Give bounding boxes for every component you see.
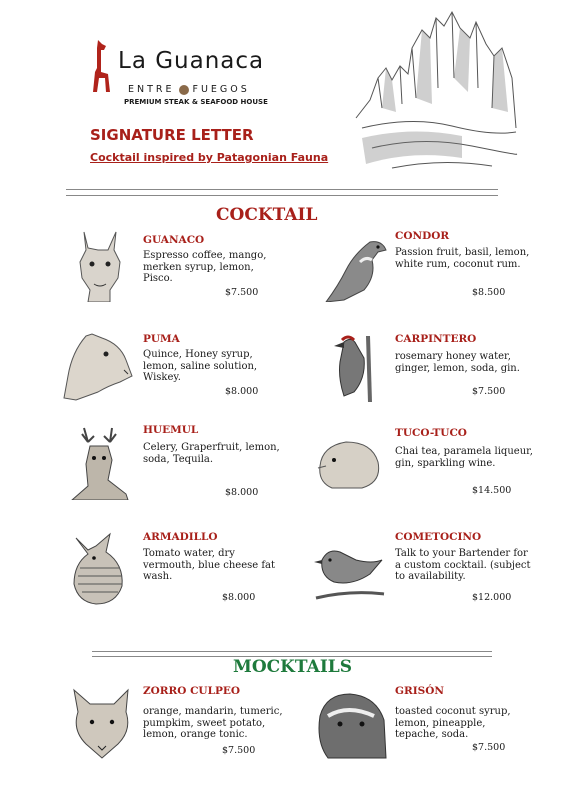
item-price-huemul: $8.000 xyxy=(225,487,259,498)
item-price-condor: $8.500 xyxy=(472,287,506,298)
item-name-zorro-culpeo: ZORRO CULPEO xyxy=(143,685,241,697)
armadillo-icon xyxy=(66,528,134,610)
item-desc-huemul: Celery, Graperfruit, lemon, soda, Tequila. xyxy=(143,442,280,465)
item-price-zorro-culpeo: $7.500 xyxy=(222,745,256,756)
item-name-huemul: HUEMUL xyxy=(143,424,199,436)
brand-sub-right: FUEGOS xyxy=(192,84,250,95)
item-price-puma: $8.000 xyxy=(225,386,259,397)
ember-icon xyxy=(179,85,189,95)
item-name-cometocino: COMETOCINO xyxy=(395,531,482,543)
item-name-carpintero: CARPINTERO xyxy=(395,333,477,345)
brand-tagline: PREMIUM STEAK & SEAFOOD HOUSE xyxy=(124,98,268,106)
mountain-sketch-icon xyxy=(352,8,520,190)
brand-sub-left: ENTRE xyxy=(128,84,175,95)
item-price-tuco-tuco: $14.500 xyxy=(472,485,512,496)
signature-title: SIGNATURE LETTER xyxy=(90,126,254,144)
guanaco-icon xyxy=(70,228,132,306)
fox-icon xyxy=(66,686,138,764)
item-price-cometocino: $12.000 xyxy=(472,592,512,603)
item-price-grison: $7.500 xyxy=(472,742,506,753)
item-name-guanaco: GUANACO xyxy=(143,234,205,246)
llama-logo-icon xyxy=(88,38,114,98)
item-price-armadillo: $8.000 xyxy=(222,592,256,603)
item-desc-cometocino: Talk to your Bartender for a custom cocktail. (subject to availability. xyxy=(395,548,531,582)
woodpecker-icon xyxy=(330,332,382,408)
puma-icon xyxy=(62,330,134,406)
item-name-puma: PUMA xyxy=(143,333,180,345)
item-name-condor: CONDOR xyxy=(395,230,450,242)
brand-subtitle xyxy=(128,84,250,95)
item-desc-grison: toasted coconut syrup, lemon, pineapple, tepache, soda. xyxy=(395,706,511,740)
item-desc-carpintero: rosemary honey water, ginger, lemon, soda, gin. xyxy=(395,351,520,374)
item-name-tuco-tuco: TUCO-TUCO xyxy=(395,427,467,439)
header-divider-bottom xyxy=(66,195,498,196)
item-price-guanaco: $7.500 xyxy=(225,287,259,298)
item-price-carpintero: $7.500 xyxy=(472,386,506,397)
deer-icon xyxy=(64,424,134,504)
mocktail-section-title: MOCKTAILS xyxy=(233,657,353,677)
finch-icon xyxy=(312,540,388,606)
item-desc-zorro-culpeo: orange, mandarin, tumeric, pumpkim, sweet potato, lemon, orange tonic. xyxy=(143,706,283,740)
item-desc-condor: Passion fruit, basil, lemon, white rum, coconut rum. xyxy=(395,247,530,270)
grison-icon xyxy=(314,686,388,764)
item-desc-armadillo: Tomato water, dry vermouth, blue cheese fat wash. xyxy=(143,548,276,582)
item-desc-guanaco: Espresso coffee, mango, merken syrup, lemon, Pisco. xyxy=(143,250,267,284)
cocktail-section-title: COCKTAIL xyxy=(216,205,318,225)
header-divider-top xyxy=(66,189,498,190)
brand-name: La Guanaca xyxy=(118,48,265,74)
item-desc-tuco-tuco: Chai tea, paramela liqueur, gin, sparkling wine. xyxy=(395,446,533,469)
rodent-icon xyxy=(316,432,384,496)
item-name-armadillo: ARMADILLO xyxy=(143,531,218,543)
item-desc-puma: Quince, Honey syrup, lemon, saline solution, Wiskey. xyxy=(143,349,258,383)
condor-icon xyxy=(320,236,392,306)
mocktail-divider-top xyxy=(92,651,492,652)
item-name-grison: GRISÓN xyxy=(395,685,444,697)
signature-subtitle: Cocktail inspired by Patagonian Fauna xyxy=(90,151,329,164)
